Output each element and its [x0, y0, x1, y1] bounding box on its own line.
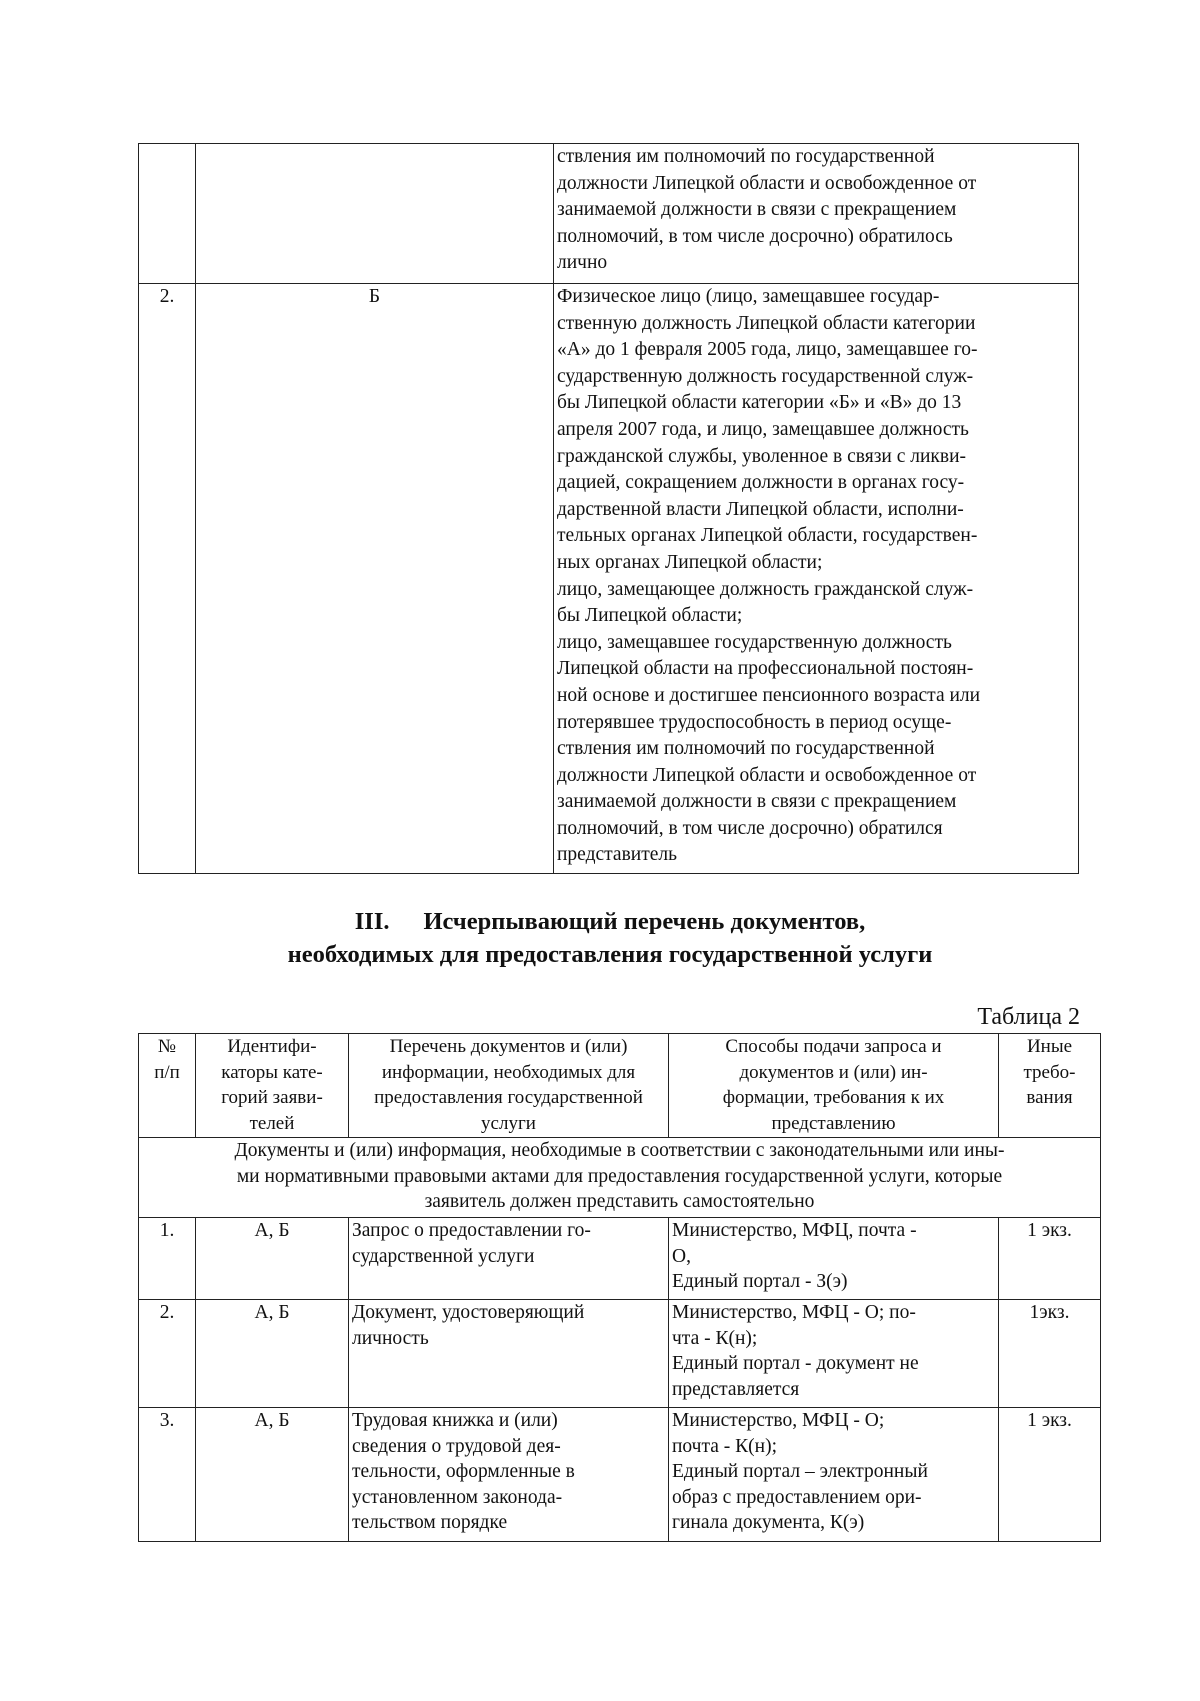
section-title-line2: необходимых для предоставления государственной услуги — [287, 941, 933, 968]
row-document: Документ, удостоверяющий личность — [349, 1300, 669, 1408]
section-heading — [140, 905, 1080, 971]
header-methods: Способы подачи запроса и документов и (или) ин- формации, требования к их представлению — [669, 1034, 999, 1138]
category-cell — [196, 144, 554, 284]
row-number — [139, 144, 196, 284]
category-description: ствления им полномочий по государственной должности Липецкой области и освобожденное от занимаемой должности в связи с прекращением полномочий, в том числе досрочно) обратилось лично — [554, 144, 1079, 284]
row-methods: Министерство, МФЦ - О; по- чта - К(н); Единый портал - документ не представляется — [669, 1300, 999, 1408]
table-row — [139, 144, 1079, 284]
section-number: III. — [354, 908, 390, 935]
header-number: № п/п — [139, 1034, 196, 1138]
row-number: 2. — [139, 1300, 196, 1408]
row-number: 3. — [139, 1408, 196, 1542]
row-other: 1 экз. — [999, 1218, 1101, 1300]
category-cell: Б — [196, 284, 554, 874]
row-methods: Министерство, МФЦ, почта - О, Единый портал - З(э) — [669, 1218, 999, 1300]
header-categories: Идентифи- каторы кате- горий заяви- телей — [196, 1034, 349, 1138]
row-number: 2. — [139, 284, 196, 874]
table-row — [139, 284, 1079, 874]
documents-table — [138, 1033, 1101, 1542]
applicant-categories-table — [138, 143, 1079, 874]
row-categories: А, Б — [196, 1408, 349, 1542]
row-document: Запрос о предоставлении го- сударственной услуги — [349, 1218, 669, 1300]
section-row — [139, 1138, 1101, 1218]
row-other: 1экз. — [999, 1300, 1101, 1408]
section-row-text: Документы и (или) информация, необходимые в соответствии с законодательными или ины- ми нормативными правовыми актами для предоставления государственной услуги, которые заявитель должен представить самостоятельно — [139, 1138, 1101, 1218]
header-documents: Перечень документов и (или) информации, необходимых для предоставления государственной услуги — [349, 1034, 669, 1138]
table-header-row — [139, 1034, 1101, 1138]
row-categories: А, Б — [196, 1300, 349, 1408]
row-methods: Министерство, МФЦ - О; почта - К(н); Единый портал – электронный образ с предоставлением ори- гинала документа, К(э) — [669, 1408, 999, 1542]
table-row — [139, 1408, 1101, 1542]
table-caption: Таблица 2 — [977, 1004, 1080, 1030]
section-title-line1: Исчерпывающий перечень документов, — [423, 908, 866, 935]
row-other: 1 экз. — [999, 1408, 1101, 1542]
row-document: Трудовая книжка и (или) сведения о трудовой дея- тельности, оформленные в установленном законода- тельством порядке — [349, 1408, 669, 1542]
table-row — [139, 1218, 1101, 1300]
row-number: 1. — [139, 1218, 196, 1300]
header-other: Иные требо- вания — [999, 1034, 1101, 1138]
row-categories: А, Б — [196, 1218, 349, 1300]
table-row — [139, 1300, 1101, 1408]
category-description: Физическое лицо (лицо, замещавшее государ- ственную должность Липецкой области категории «А» до 1 февраля 2005 года, лицо, замещавшее го- сударственную должность государственной служ- бы Липецкой области категории «Б» и «В» до 13 апреля 2007 года, и лицо, замещавшее должность гражданской службы, уволенное в связи с ликви- дацией, сокращением должности в органах госу- дарственной власти Липецкой области, исполни- тельных органах Липецкой области, государствен- ных органах Липецкой области; лицо, замещающее должность гражданской служ- бы Липецкой области; лицо, замещавшее государственную должность Липецкой области на профессиональной постоян- ной основе и достигшее пенсионного возраста или потерявшее трудоспособность в период осуще- ствления им полномочий по государственной должности Липецкой области и освобожденное от занимаемой должности в связи с прекращением полномочий, в том числе досрочно) обратился представитель — [554, 284, 1079, 874]
